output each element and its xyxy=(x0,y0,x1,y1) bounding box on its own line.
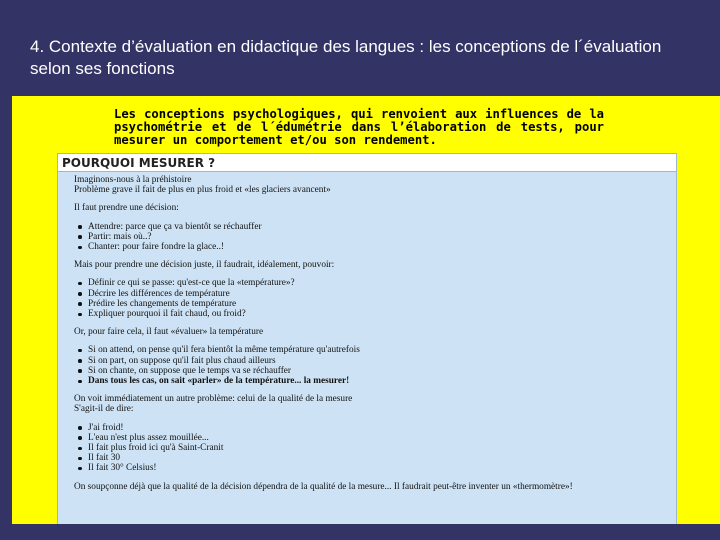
list-item: Il fait 30° Celsius! xyxy=(74,463,676,473)
list-item: J'ai froid! xyxy=(74,423,676,433)
section-line: S'agit-il de dire: xyxy=(74,404,134,415)
panel-subtitle: Les conceptions psychologiques, qui renvoient aux influences de la psychométrie et de l´édumétrie dans l’élaboration de tests, pour mesurer un comportement et/ou son rendement. xyxy=(114,107,604,147)
conclusion-line: On soupçonne déjà que la qualité de la décision dépendra de la qualité de la mesure... Il faudrait peut-être inventer un «thermomètre»! xyxy=(74,481,573,492)
intro-line: Imaginons-nous à la préhistoire xyxy=(74,175,192,185)
slide-title: 4. Contexte d’évaluation en didactique des langues : les conceptions de l´évaluation selon ses fonctions xyxy=(30,37,662,78)
list-item: Il fait 30 xyxy=(74,453,676,463)
intro-line: Problème grave il fait de plus en plus froid et «les glaciers avancent» xyxy=(74,185,331,196)
list-item: Il fait plus froid ici qu'à Saint-Cranit xyxy=(74,443,676,453)
card-header: POURQUOI MESURER ? xyxy=(58,154,676,172)
list-item: Si on part, on suppose qu'il fait plus chaud ailleurs xyxy=(74,356,676,366)
list-item: Chanter: pour faire fondre la glace..! xyxy=(74,242,676,252)
list-item: Décrire les différences de température xyxy=(74,289,676,299)
list-item: Partir: mais où..? xyxy=(74,232,676,242)
scanned-card xyxy=(57,153,677,524)
list-item: L'eau n'est plus assez mouillée... xyxy=(74,433,676,443)
list-item: Si on chante, on suppose que le temps va se réchauffer xyxy=(74,366,676,376)
section-line: Mais pour prendre une décision juste, il faudrait, idéalement, pouvoir: xyxy=(74,260,335,271)
content-panel xyxy=(12,96,720,524)
list-item: Définir ce qui se passe: qu'est-ce que la «température»? xyxy=(74,278,676,288)
card-body xyxy=(58,172,676,492)
section-line: Or, pour faire cela, il faut «évaluer» la température xyxy=(74,327,264,338)
list-item-bold: Dans tous les cas, on sait «parler» de la température... la mesurer! xyxy=(74,376,676,386)
list-item: Si on attend, on pense qu'il fera bientôt la même température qu'autrefois xyxy=(74,345,676,355)
list-item: Expliquer pourquoi il fait chaud, ou froid? xyxy=(74,309,676,319)
section-line: On voit immédiatement un autre problème: celui de la qualité de la mesure xyxy=(74,394,353,405)
section-line: Il faut prendre une décision: xyxy=(74,203,179,214)
list-item: Prédire les changements de température xyxy=(74,299,676,309)
list-item: Attendre: parce que ça va bientôt se réchauffer xyxy=(74,222,676,232)
